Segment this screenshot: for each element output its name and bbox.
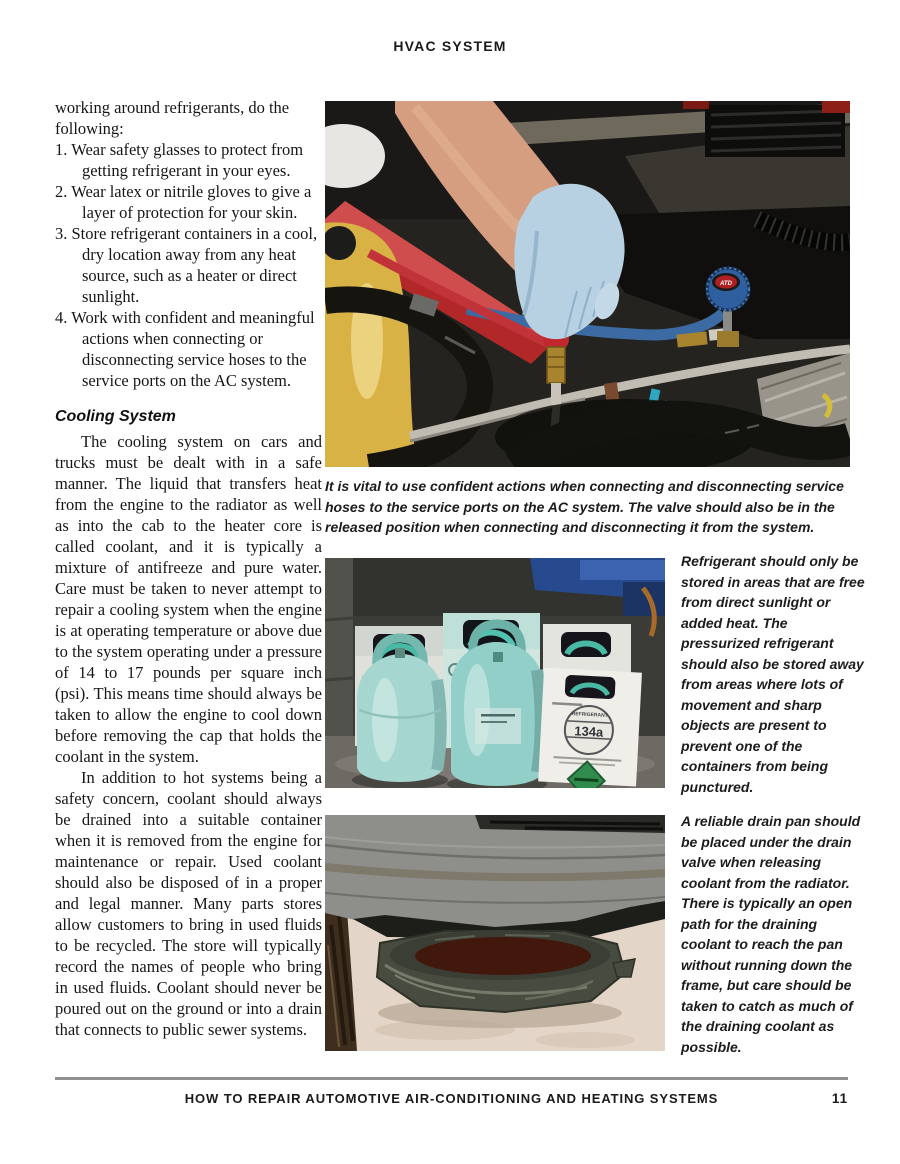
drum-logo-word: REFRIGERANT: [571, 711, 608, 719]
text-column: [55, 97, 322, 1040]
refrigerant-containers-photo: [325, 558, 665, 788]
safety-list-item: Wear latex or nitrile gloves to give a layer of protection for your skin.: [71, 182, 312, 222]
page-footer: [55, 1091, 848, 1106]
footer-page-number: 11: [831, 1091, 848, 1106]
refrigerant-box-right-front: [537, 668, 642, 788]
intro-paragraph: working around refrigerants, do the following:: [55, 98, 290, 138]
section-heading: Cooling System: [55, 408, 176, 425]
brass-fitting: [547, 347, 565, 383]
footer-rule: [55, 1077, 848, 1080]
figure-service-port: [325, 101, 850, 467]
running-head: HVAC SYSTEM: [393, 38, 507, 54]
body-paragraph: In addition to hot systems being a safety concern, coolant should always be drained into a suitable container when it is removed from the engine for maintenance or repair. Used coolant should also be disposed of in a proper and legal manner. Many parts stores allow customers to bring in used fluids to be recycled. The store will typically record the names of people who bring in used fluids. Coolant should never be poured out on the ground or into a drain that connects to public sewer systems.: [55, 768, 322, 1039]
safety-list-item: Wear safety glasses to protect from getting refrigerant in your eyes.: [71, 140, 304, 180]
safety-list-item: Store refrigerant containers in a cool, dry location away from any heat source, such as a heater or direct sunlight.: [71, 224, 318, 306]
safety-list: [55, 139, 322, 391]
figure-caption: It is vital to use confident actions when connecting and disconnecting service hoses to the service ports on the AC system. The valve should also be in the released position when connecting and disconnecting it from the system.: [325, 478, 844, 535]
figure-refrigerant-storage: [325, 558, 665, 788]
footer-book-title: HOW TO REPAIR AUTOMOTIVE AIR-CONDITIONING AND HEATING SYSTEMS: [184, 1091, 719, 1106]
drum-logo-number: 134a: [573, 723, 604, 740]
body-paragraph: The cooling system on cars and trucks must be dealt with in a safe manner. The liquid that transfers heat from the engine to the radiator as well as into the cab to the heater core is called coolant, and it is typically a mixture of antifreeze and pure water. Care must be taken to never attempt to repair a cooling system when the engine is at operating temperature or above due to the system operating under a pressure of 14 to 17 pounds per square inch (psi). This means time should always be taken to allow the engine to cool down before removing the cap that holds the coolant in the system.: [55, 432, 322, 766]
safety-list-item: Work with confident and meaningful actions when connecting or disconnecting service hoses to the service ports on the AC system.: [71, 308, 315, 390]
gauge-brand-label: ATD: [720, 281, 732, 287]
figure-drain-pan: [325, 815, 665, 1051]
drain-pan-photo: [325, 815, 665, 1051]
figure-caption: A reliable drain pan should be placed under the drain valve when releasing coolant from the radiator. There is typically an open path for the draining coolant to reach the pan without running down the frame, but care should be taken to catch as much of the draining coolant as possible.: [681, 813, 861, 1055]
figure-caption: Refrigerant should only be stored in areas that are free from direct sunlight or added heat. The pressurized refrigerant should also be stored away from areas where lots of movement and sharp objects are present to prevent one of the containers from being punctured.: [681, 553, 865, 795]
drained-coolant: [415, 937, 591, 975]
cinder-block-wall: [325, 558, 353, 736]
engine-bay-photo: [325, 101, 850, 467]
